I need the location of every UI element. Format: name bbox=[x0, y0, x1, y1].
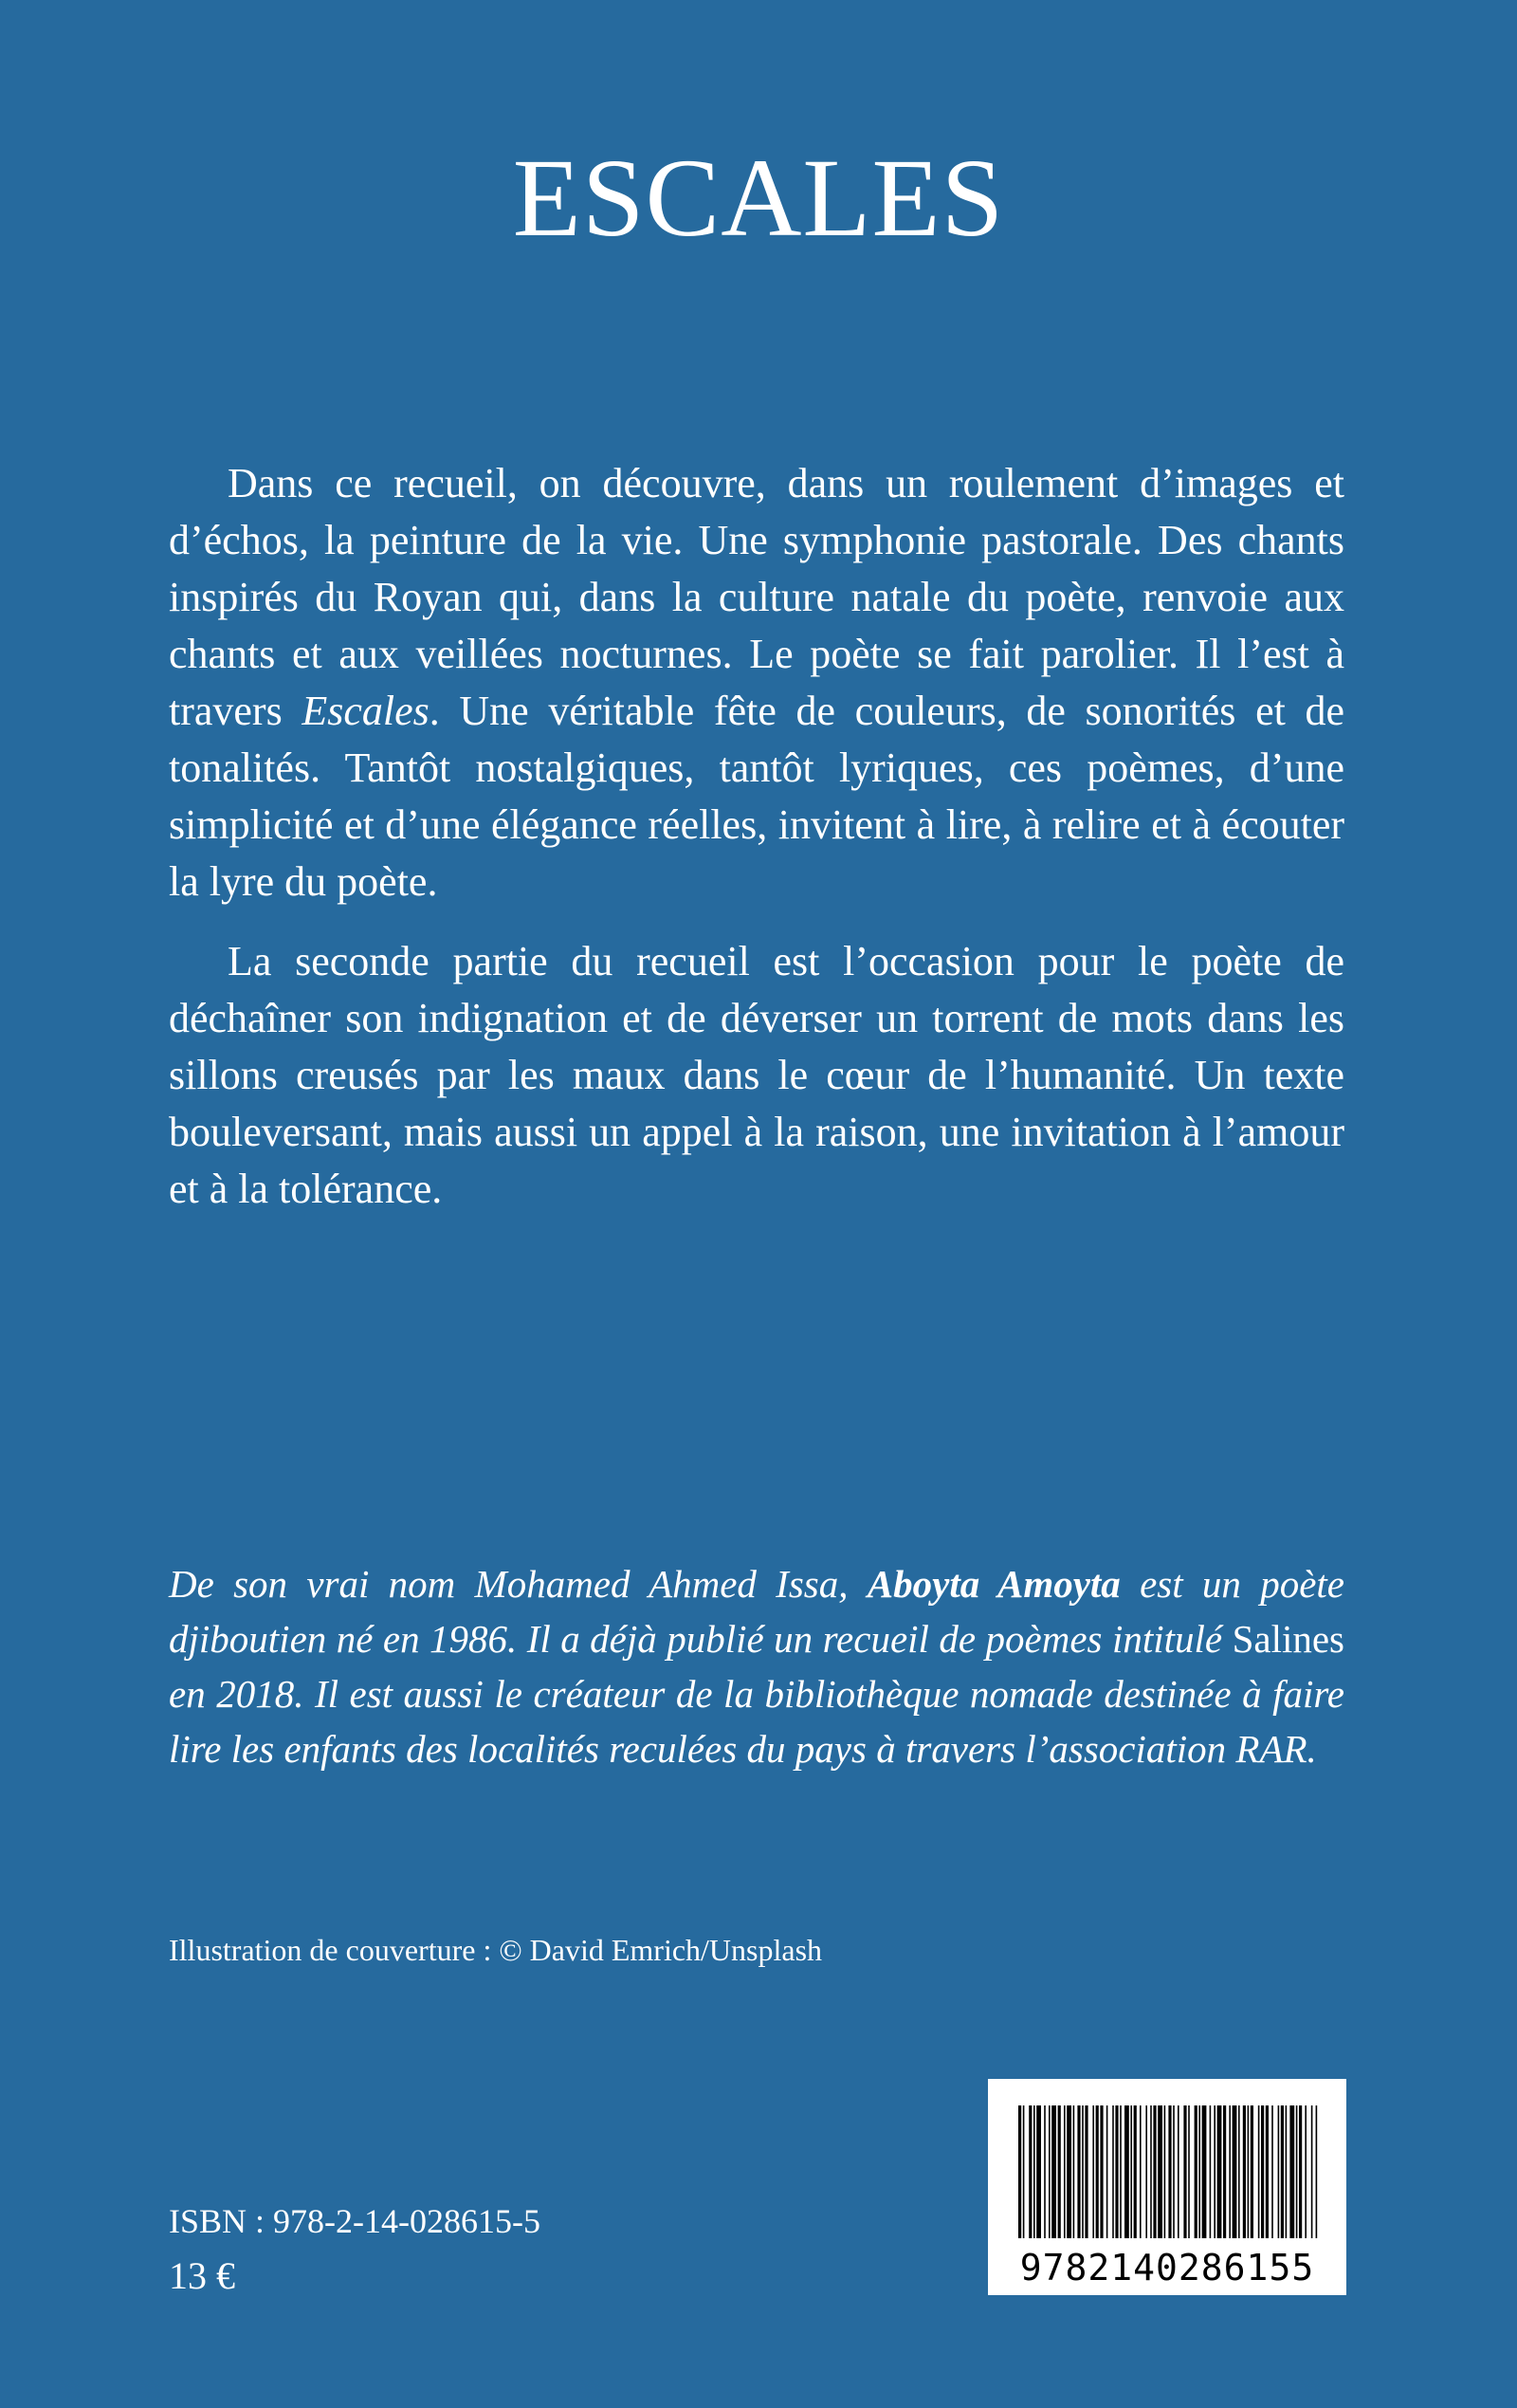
barcode-bar bbox=[1124, 2105, 1129, 2238]
blurb-paragraph-2: La seconde partie du recueil est l’occasion pour le poète de déchaîner son indignation et de déverser un torrent de mots dans les sillons creusés par les maux dans le cœur de l’humanité. Un texte bouleversant, mais aussi un appel à la raison, une invitation à l’amour et à la tolérance. bbox=[169, 938, 1344, 1212]
blurb-p1-before: Dans ce recueil, on découvre, dans un roulement d’images et d’échos, la peinture de la vie. Une symphonie pastorale. Des chants inspirés du Royan qui, dans la culture natale du poète, renvoie aux chants et aux veillées nocturnes. Le poète se fait parolier. Il l’est à travers bbox=[169, 460, 1344, 734]
barcode-bar bbox=[1077, 2105, 1080, 2238]
barcode-bar bbox=[1214, 2105, 1215, 2238]
barcode-bar bbox=[1073, 2105, 1075, 2238]
bio-intro: De son vrai nom Mohamed Ahmed Issa, bbox=[169, 1562, 868, 1606]
author-bio bbox=[169, 1556, 1344, 1776]
barcode-bar bbox=[1033, 2105, 1035, 2238]
blurb bbox=[169, 455, 1344, 1241]
barcode-bar bbox=[1168, 2105, 1171, 2238]
barcode-bar bbox=[1018, 2105, 1021, 2238]
barcode-bar bbox=[1238, 2105, 1240, 2238]
blurb-paragraph-1 bbox=[169, 455, 1344, 910]
barcode bbox=[988, 2079, 1346, 2295]
illustration-credit: Illustration de couverture : © David Emrich/Unsplash bbox=[169, 1933, 823, 1967]
barcode-bar bbox=[1058, 2105, 1061, 2238]
barcode-bar bbox=[1164, 2105, 1166, 2238]
blurb-p1-title-italic: Escales bbox=[302, 688, 430, 734]
barcode-bar bbox=[1202, 2105, 1207, 2238]
barcode-bar bbox=[1296, 2105, 1298, 2238]
barcode-bar bbox=[1210, 2105, 1212, 2238]
barcode-bar bbox=[1266, 2105, 1269, 2238]
barcode-bar bbox=[1029, 2105, 1032, 2238]
barcode-bar bbox=[1051, 2105, 1056, 2238]
price: 13 € bbox=[169, 2254, 235, 2297]
barcode-bar bbox=[1286, 2105, 1288, 2238]
barcode-bar bbox=[1178, 2105, 1179, 2238]
barcode-bar bbox=[1173, 2105, 1175, 2238]
barcode-bar bbox=[1049, 2105, 1051, 2238]
barcode-bar bbox=[1233, 2105, 1237, 2238]
barcode-bar bbox=[1183, 2105, 1186, 2238]
isbn: ISBN : 978-2-14-028615-5 bbox=[169, 2202, 540, 2240]
barcode-bar bbox=[1311, 2105, 1313, 2238]
barcode-bar bbox=[1289, 2105, 1294, 2238]
barcode-bar bbox=[1145, 2105, 1147, 2238]
barcode-bar bbox=[1217, 2105, 1222, 2238]
barcode-bar bbox=[1023, 2105, 1025, 2238]
barcode-bar bbox=[1106, 2105, 1108, 2238]
bio-author-name: Aboyta Amoyta bbox=[867, 1562, 1121, 1606]
barcode-bar bbox=[1140, 2105, 1142, 2238]
barcode-bar bbox=[1198, 2105, 1200, 2238]
bio-work-title: Salines bbox=[1232, 1617, 1344, 1661]
barcode-bar bbox=[1248, 2105, 1250, 2238]
barcode-bar bbox=[1064, 2105, 1066, 2238]
barcode-bar bbox=[1258, 2105, 1260, 2238]
barcode-bar bbox=[1188, 2105, 1190, 2238]
barcode-bar bbox=[1251, 2105, 1253, 2238]
barcode-bar bbox=[1096, 2105, 1099, 2238]
barcode-bar bbox=[1229, 2105, 1231, 2238]
barcode-bar bbox=[1112, 2105, 1114, 2238]
barcode-bar bbox=[1305, 2105, 1307, 2238]
barcode-bar bbox=[1120, 2105, 1122, 2238]
barcode-bars bbox=[1014, 2105, 1320, 2238]
book-title: ESCALES bbox=[512, 136, 1005, 260]
barcode-bar bbox=[1067, 2105, 1071, 2238]
barcode-bar bbox=[1134, 2105, 1137, 2238]
barcode-bar bbox=[1036, 2105, 1041, 2238]
barcode-bar bbox=[1158, 2105, 1162, 2238]
barcode-digits: 9782140286155 bbox=[1019, 2247, 1315, 2289]
bio-end: en 2018. Il est aussi le créateur de la bibliothèque nomade destinée à faire lire les enfants des localités reculées du pays à travers l’association RAR. bbox=[169, 1672, 1344, 1771]
barcode-bar bbox=[1130, 2105, 1132, 2238]
barcode-bar bbox=[1044, 2105, 1046, 2238]
bio-middle: est un poète djiboutien né en 1986. Il a déjà publié un recueil de poèmes intitulé bbox=[169, 1562, 1344, 1661]
barcode-bar bbox=[1153, 2105, 1156, 2238]
barcode-bar bbox=[1299, 2105, 1302, 2238]
barcode-bar bbox=[1223, 2105, 1226, 2238]
barcode-bar bbox=[1100, 2105, 1103, 2238]
barcode-bar bbox=[1281, 2105, 1284, 2238]
barcode-bar bbox=[1195, 2105, 1197, 2238]
barcode-bar bbox=[1115, 2105, 1118, 2238]
blurb-p1-after: . Une véritable fête de couleurs, de sonorités et de tonalités. Tantôt nostalgiques, tantôt lyriques, ces poèmes, d’une simplicité et d’une élégance réelles, invitent à lire, à relire et à écouter la lyre du poète. bbox=[169, 688, 1344, 905]
barcode-bar bbox=[1316, 2105, 1318, 2238]
barcode-bar bbox=[1243, 2105, 1246, 2238]
barcode-bar bbox=[1271, 2105, 1273, 2238]
barcode-bar bbox=[1261, 2105, 1264, 2238]
barcode-bar bbox=[1150, 2105, 1152, 2238]
barcode-bar bbox=[1085, 2105, 1087, 2238]
barcode-bar bbox=[1092, 2105, 1094, 2238]
barcode-bar bbox=[1278, 2105, 1280, 2238]
barcode-bar bbox=[1082, 2105, 1084, 2238]
